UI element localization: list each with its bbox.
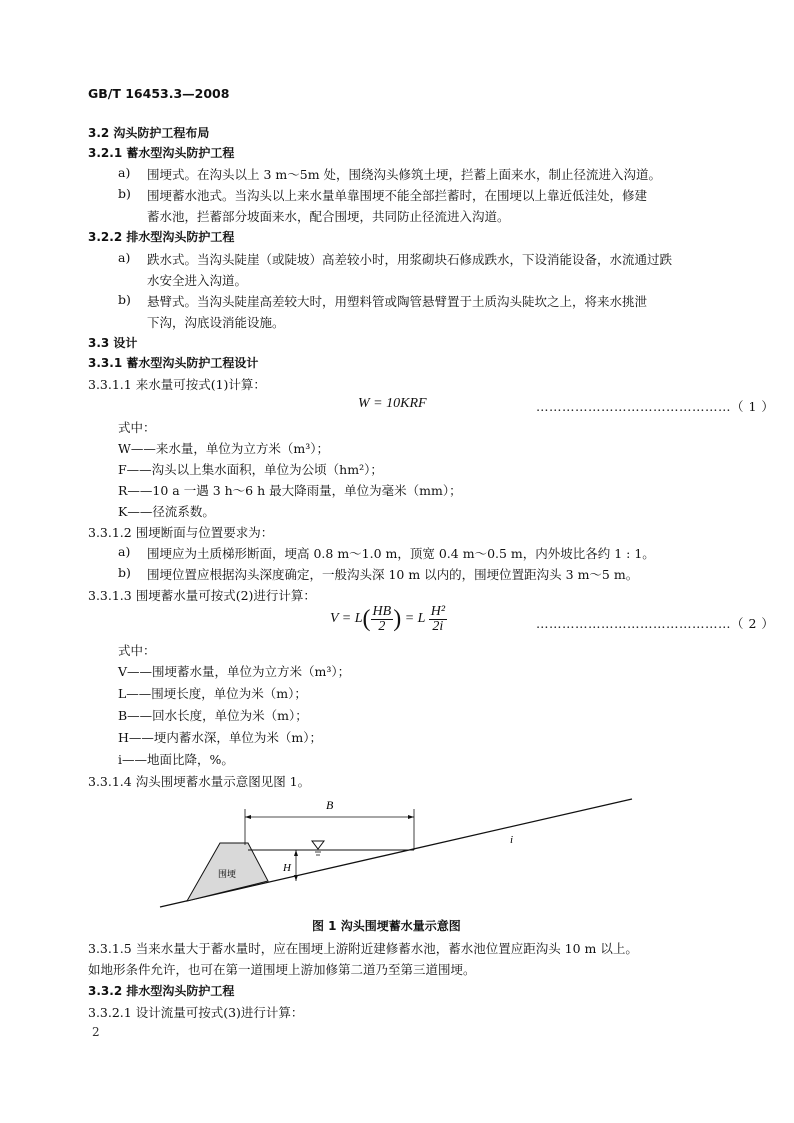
paragraph-line: 下沟，沟底设消能设施。 [147, 315, 285, 330]
section-3-3-1-heading: 3.3.1 蓄水型沟头防护工程设计 [88, 356, 259, 370]
arrow-left-icon [245, 815, 251, 819]
label-i: i [510, 834, 514, 846]
fraction-2-denominator: 2i [432, 618, 444, 634]
paragraph-line: 围埂位置应根据沟头深度确定，一般沟头深 10 m 以内的，围埂位置距沟头 3 m～5 m。 [147, 567, 639, 582]
figure-caption: 图 1 沟头围埂蓄水量示意图 [312, 919, 461, 933]
arrow-right-icon [408, 815, 414, 819]
clause-3-3-1-1: 3.3.1.1 来水量可按式(1)计算： [88, 377, 266, 392]
definition-v: V——围埂蓄水量，单位为立方米（m³）； [118, 664, 351, 679]
arrow-down-icon [294, 875, 298, 881]
item-marker: b) [118, 565, 131, 580]
item-marker: b) [118, 186, 131, 201]
page-number: 2 [92, 1025, 100, 1039]
equation-2-number: ………………………………………（ 2 ） [536, 616, 775, 631]
section-3-2-1-heading: 3.2.1 蓄水型沟头防护工程 [88, 146, 235, 160]
paragraph-line: 围埂应为土质梯形断面，埂高 0.8 m～1.0 m，顶宽 0.4 m～0.5 m，内外坡比各约 1 : 1。 [147, 546, 655, 561]
clause-3-3-1-4: 3.3.1.4 沟头围埂蓄水量示意图见图 1。 [88, 774, 311, 789]
fraction-2 [429, 605, 447, 634]
fraction-1-denominator: 2 [378, 618, 386, 634]
equation-2-mid: = L [404, 611, 426, 627]
section-3-2-heading: 3.2 沟头防护工程布局 [88, 126, 210, 140]
paragraph-line: 水安全进入沟道。 [147, 273, 248, 288]
clause-3-3-1-2: 3.3.1.2 围埂断面与位置要求为： [88, 525, 274, 540]
arrow-up-icon [294, 850, 298, 856]
definition-l: L——围埂长度，单位为米（m）； [118, 686, 307, 701]
equation-1-number: ………………………………………（ 1 ） [536, 399, 775, 414]
definition-k: K——径流系数。 [118, 504, 215, 519]
paragraph-line: 围埂蓄水池式。当沟头以上来水量单靠围埂不能全部拦蓄时，在围埂以上靠近低洼处，修建 [147, 188, 648, 203]
definition-f: F——沟头以上集水面积，单位为公顷（hm²）； [118, 462, 383, 477]
section-3-2-2-heading: 3.2.2 排水型沟头防护工程 [88, 230, 235, 244]
clause-3-3-2-1: 3.3.2.1 设计流量可按式(3)进行计算： [88, 1005, 304, 1020]
equation-1: W = 10KRF [358, 396, 427, 411]
where-label: 式中： [118, 420, 156, 435]
item-marker: b) [118, 292, 131, 307]
label-b: B [326, 798, 334, 812]
fraction-2-numerator: H² [430, 603, 446, 619]
item-marker: a) [118, 165, 131, 180]
fraction-1 [371, 605, 394, 634]
where-label: 式中： [118, 643, 156, 658]
section-3-3-2-heading: 3.3.2 排水型沟头防护工程 [88, 984, 235, 998]
label-h: H [283, 862, 291, 874]
clause-3-3-1-5-line1: 3.3.1.5 当来水量大于蓄水量时，应在围埂上游附近建修蓄水池，蓄水池位置应距沟头 10 m 以上。 [88, 941, 638, 956]
paragraph-line: 蓄水池，拦蓄部分坡面来水，配合围埂，共同防止径流进入沟道。 [147, 209, 510, 224]
item-marker: a) [118, 544, 131, 559]
standard-code-header: GB/T 16453.3—2008 [88, 86, 230, 101]
dike-storage-diagram [150, 795, 650, 915]
water-level-marker-icon [312, 841, 324, 849]
definition-h: H——埂内蓄水深，单位为米（m）； [118, 730, 323, 745]
definition-w: W——来水量，单位为立方米（m³）； [118, 441, 329, 456]
right-paren: ) [393, 606, 402, 632]
paragraph-line: 围埂式。在沟头以上 3 m～5m 处，围绕沟头修筑土埂，拦蓄上面来水，制止径流进入沟道。 [147, 167, 662, 182]
clause-3-3-1-3: 3.3.1.3 围埂蓄水量可按式(2)进行计算： [88, 588, 316, 603]
left-paren: ( [362, 606, 371, 632]
clause-3-3-1-5-line2: 如地形条件允许，也可在第一道围埂上游加修第二道乃至第三道围埂。 [88, 962, 476, 977]
definition-i: i——地面比降，%。 [118, 752, 234, 767]
equation-2-lhs: V = L [330, 611, 363, 627]
fraction-1-numerator: HB [372, 603, 392, 619]
definition-r: R——10 a 一遇 3 h～6 h 最大降雨量，单位为毫米（mm）； [118, 483, 462, 498]
equation-2 [330, 604, 447, 634]
paragraph-line: 跌水式。当沟头陡崖（或陡坡）高差较小时，用浆砌块石修成跌水，下设消能设备，水流通过跌 [147, 252, 673, 267]
paragraph-line: 悬臂式。当沟头陡崖高差较大时，用塑料管或陶管悬臂置于土质沟头陡坎之上，将来水挑泄 [147, 294, 648, 309]
item-marker: a) [118, 250, 131, 265]
definition-b: B——回水长度，单位为米（m）； [118, 708, 308, 723]
label-dike: 围埂 [218, 870, 237, 880]
section-3-3-heading: 3.3 设计 [88, 336, 138, 350]
